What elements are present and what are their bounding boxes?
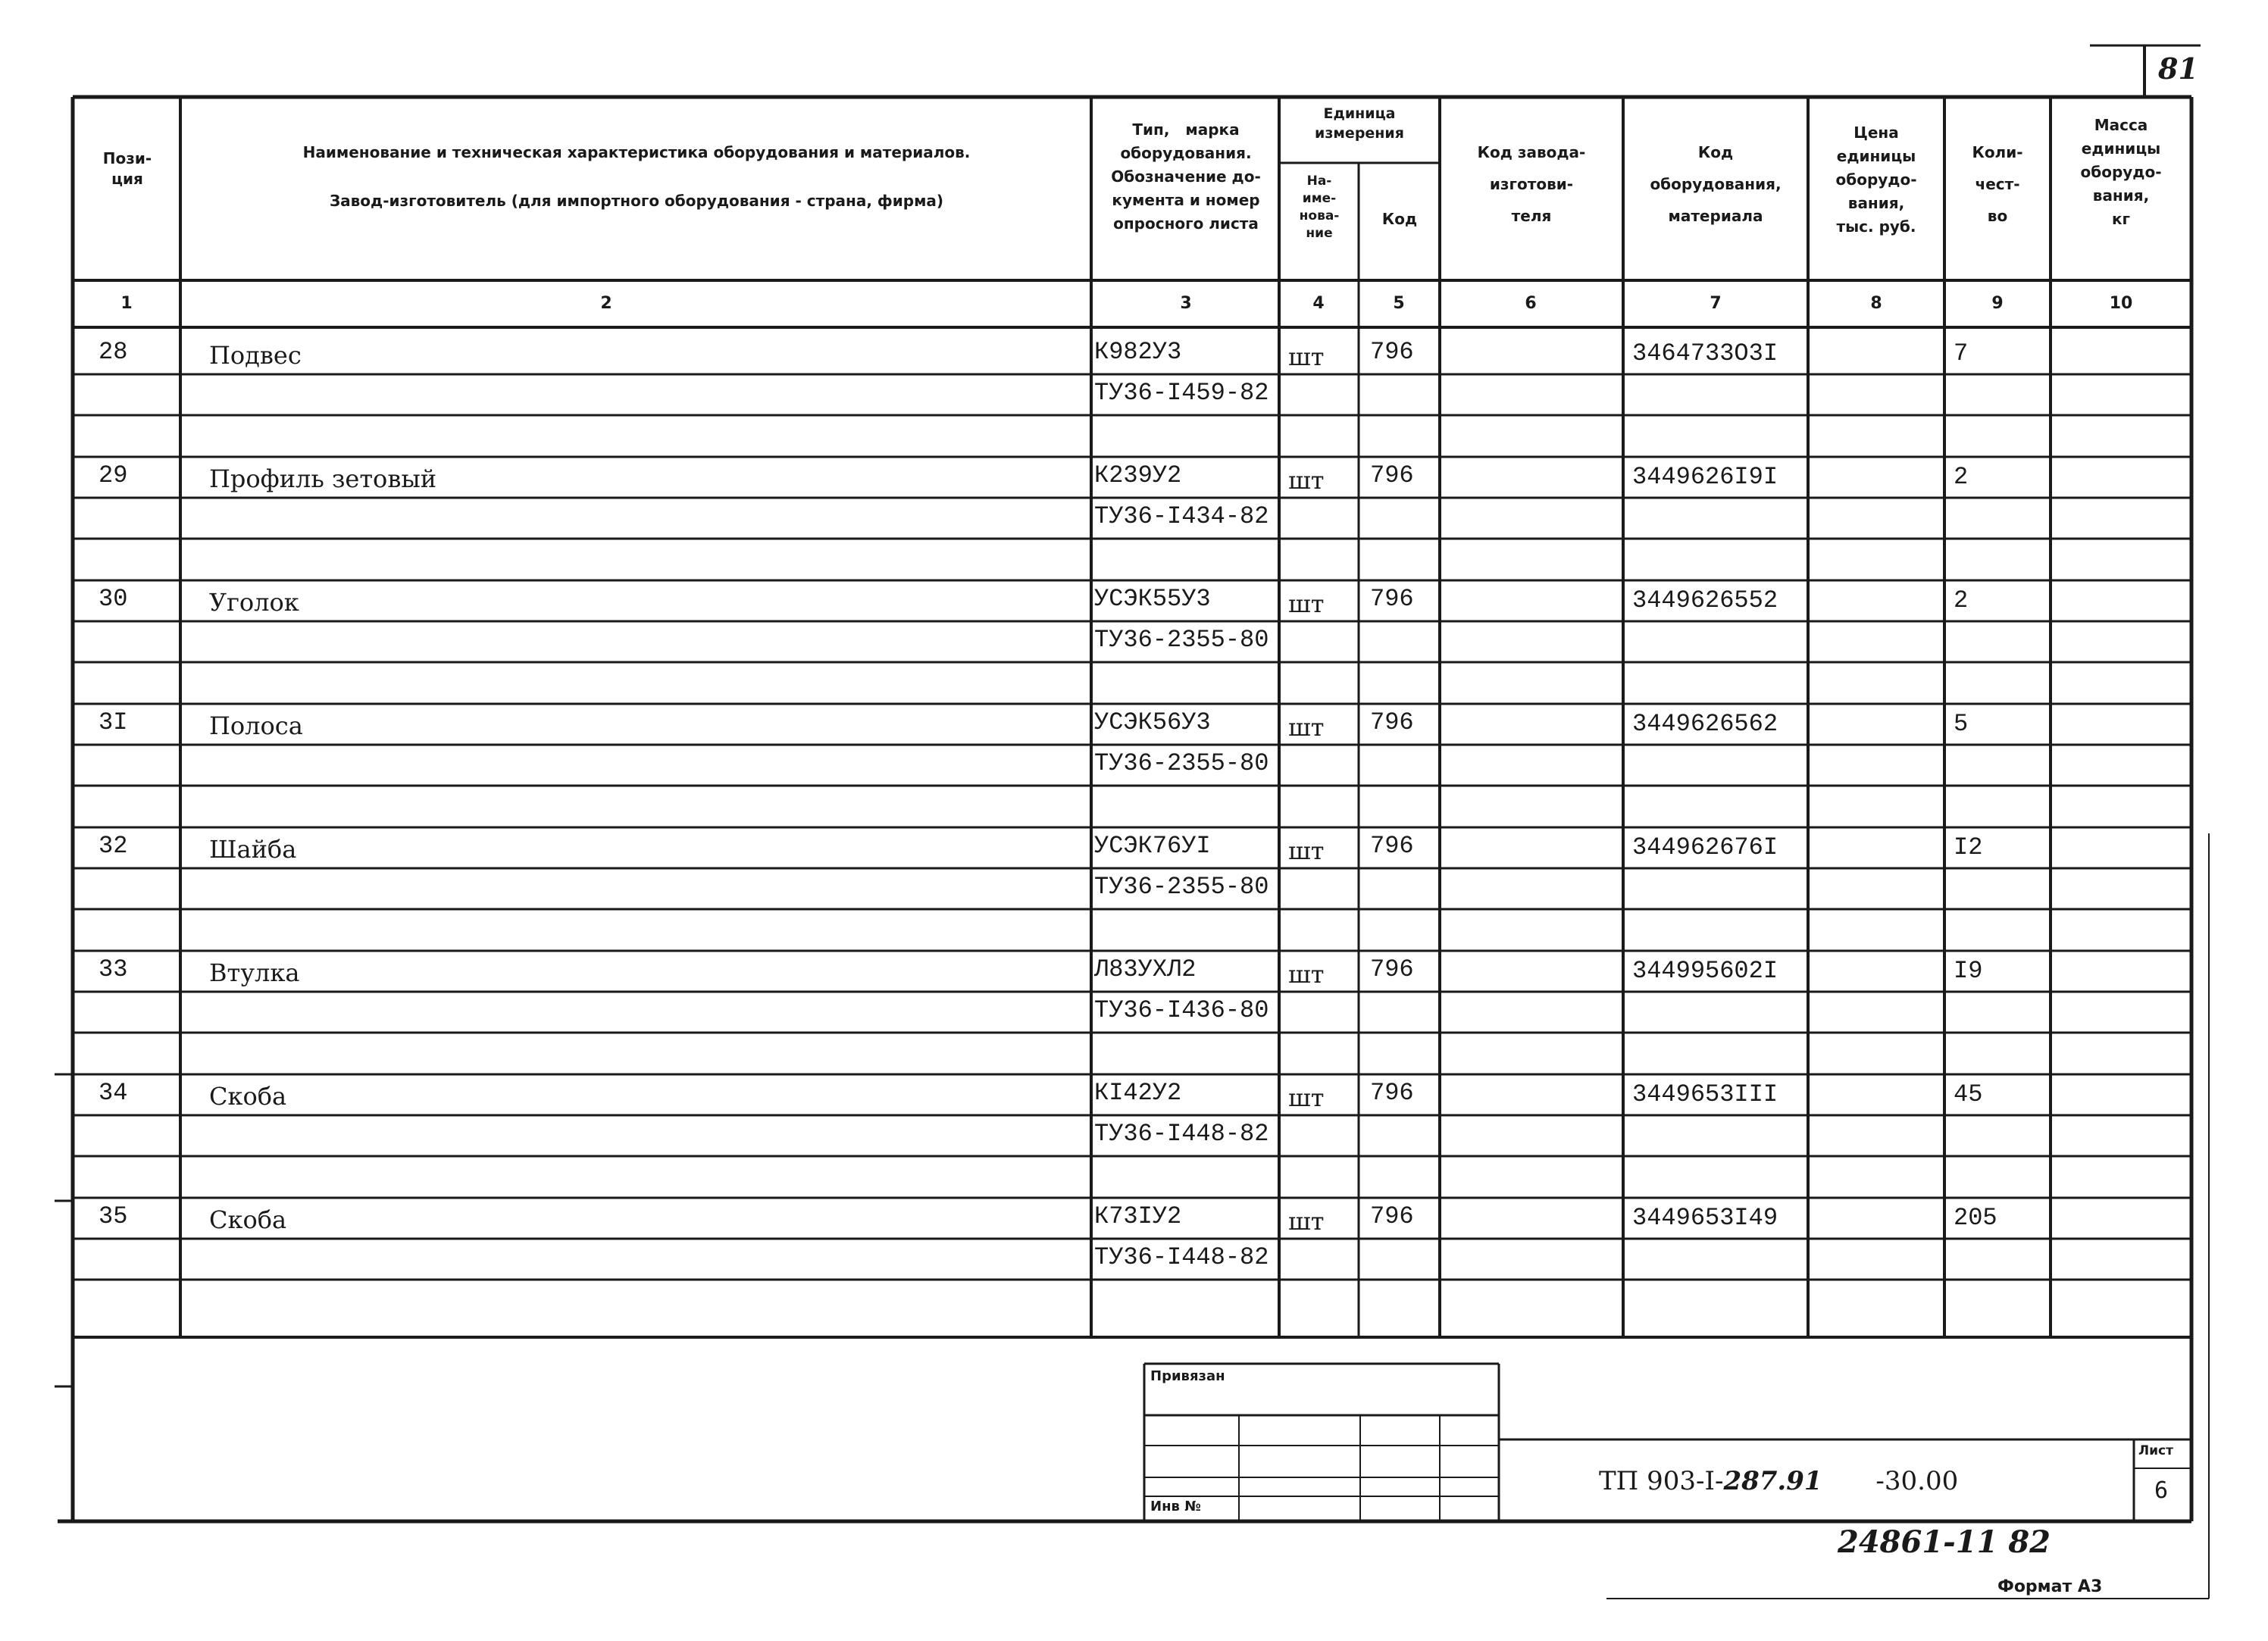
designation-suffix: -30.00 <box>1875 1466 1959 1496</box>
row-equipment-code: 344962676I <box>1632 833 1778 861</box>
row-unit-code: 796 <box>1370 338 1414 366</box>
row-name: Скоба <box>209 1082 287 1111</box>
row-type: Л83УХЛ2 <box>1094 955 1197 983</box>
header-col5: Код <box>1381 210 1418 228</box>
row-quantity: I9 <box>1954 957 1983 985</box>
row-quantity: 45 <box>1954 1080 1983 1108</box>
row-equipment-code: 3449653I49 <box>1632 1204 1778 1232</box>
row-quantity: 205 <box>1954 1204 1997 1232</box>
row-position: 32 <box>99 832 128 860</box>
header-col2-line1: Наименование и техническая характеристика оборудования и материалов. <box>302 143 971 161</box>
row-unit: шт <box>1288 1083 1325 1112</box>
header-col3: Тип, марка оборудования. Обозначение до- кумента и номер опросного листа <box>1111 120 1261 233</box>
header-col6: Код завода- изготови- теля <box>1477 143 1586 225</box>
archive-number: 24861-11 82 <box>1838 1524 2051 1560</box>
row-unit: шт <box>1288 836 1325 865</box>
row-unit: шт <box>1288 342 1325 371</box>
format-label: Формат А3 <box>1997 1577 2103 1596</box>
column-number-8: 8 <box>1870 294 1882 313</box>
header-unit-group: Единица измерения <box>1315 105 1404 142</box>
header-col7: Код оборудования, материала <box>1650 143 1782 225</box>
row-unit-code: 796 <box>1370 1079 1414 1107</box>
header-col9: Коли- чест- во <box>1972 143 2023 225</box>
row-position: 28 <box>99 338 128 366</box>
row-position: 30 <box>99 585 128 613</box>
row-type: УСЭК56У3 <box>1094 708 1211 736</box>
row-name: Скоба <box>209 1205 287 1234</box>
stamp-designation <box>1599 1466 1958 1496</box>
column-number-2: 2 <box>600 294 612 313</box>
row-position: 3I <box>99 708 128 736</box>
row-document: ТУ36-2355-80 <box>1094 626 1269 654</box>
row-quantity: 2 <box>1954 586 1969 614</box>
column-number-1: 1 <box>120 294 133 313</box>
stamp-bound-label: Привязан <box>1150 1368 1225 1384</box>
row-document: ТУ36-I434-82 <box>1094 502 1269 530</box>
row-equipment-code: 3464733О3I <box>1632 339 1778 367</box>
header-col4: На- име- нова- ние <box>1299 173 1340 241</box>
row-unit: шт <box>1288 713 1325 742</box>
row-document: ТУ36-I448-82 <box>1094 1120 1269 1148</box>
designation-handwritten: 287.91 <box>1723 1466 1822 1496</box>
header-col8: Цена единицы оборудо- вания, тыс. руб. <box>1835 123 1917 236</box>
row-name: Уголок <box>209 588 299 617</box>
row-name: Профиль зетовый <box>209 464 437 493</box>
row-equipment-code: 3449626I9I <box>1632 463 1778 491</box>
row-type: К982У3 <box>1094 338 1182 366</box>
column-number-6: 6 <box>1525 294 1537 313</box>
row-unit-code: 796 <box>1370 461 1414 489</box>
row-equipment-code: 3449626552 <box>1632 586 1778 614</box>
row-name: Полоса <box>209 711 303 740</box>
sheet-label: Лист <box>2138 1443 2173 1458</box>
column-number-7: 7 <box>1710 294 1722 313</box>
row-position: 34 <box>99 1079 128 1107</box>
row-quantity: 2 <box>1954 463 1969 491</box>
row-position: 29 <box>99 461 128 489</box>
row-unit-code: 796 <box>1370 955 1414 983</box>
row-type: К73IУ2 <box>1094 1202 1182 1230</box>
row-unit: шт <box>1288 589 1325 618</box>
page-number: 81 <box>2158 52 2198 86</box>
row-document: ТУ36-2355-80 <box>1094 873 1269 901</box>
row-unit-code: 796 <box>1370 1202 1414 1230</box>
row-position: 35 <box>99 1202 128 1230</box>
designation-prefix: ТП 903-I- <box>1599 1466 1724 1496</box>
row-unit-code: 796 <box>1370 585 1414 613</box>
column-number-10: 10 <box>2109 294 2133 313</box>
sheet-value: 6 <box>2154 1477 2169 1504</box>
column-number-9: 9 <box>1991 294 2004 313</box>
row-type: К239У2 <box>1094 461 1182 489</box>
row-unit-code: 796 <box>1370 832 1414 860</box>
row-document: ТУ36-I436-80 <box>1094 996 1269 1024</box>
header-col10: Масса единицы оборудо- вания, кг <box>2080 116 2162 228</box>
row-document: ТУ36-2355-80 <box>1094 749 1269 777</box>
row-unit: шт <box>1288 466 1325 495</box>
row-quantity: I2 <box>1954 833 1983 861</box>
header-col2-line2: Завод-изготовитель (для импортного оборудования - страна, фирма) <box>329 192 944 210</box>
row-equipment-code: 344995602I <box>1632 957 1778 985</box>
row-unit: шт <box>1288 1207 1325 1236</box>
row-quantity: 5 <box>1954 710 1969 738</box>
row-position: 33 <box>99 955 128 983</box>
column-number-4: 4 <box>1312 294 1325 313</box>
row-type: УСЭК76УI <box>1094 832 1211 860</box>
row-name: Шайба <box>209 835 297 864</box>
row-name: Подвес <box>209 341 302 370</box>
row-name: Втулка <box>209 958 300 987</box>
row-document: ТУ36-I459-82 <box>1094 379 1269 407</box>
row-equipment-code: 3449626562 <box>1632 710 1778 738</box>
column-number-5: 5 <box>1393 294 1405 313</box>
row-document: ТУ36-I448-82 <box>1094 1243 1269 1271</box>
row-type: КI42У2 <box>1094 1079 1182 1107</box>
row-type: УСЭК55У3 <box>1094 585 1211 613</box>
row-unit: шт <box>1288 960 1325 989</box>
row-quantity: 7 <box>1954 339 1969 367</box>
row-unit-code: 796 <box>1370 708 1414 736</box>
column-number-3: 3 <box>1180 294 1192 313</box>
stamp-inv-label: Инв № <box>1150 1499 1201 1514</box>
row-equipment-code: 3449653III <box>1632 1080 1778 1108</box>
header-col1: Пози- ция <box>102 149 152 188</box>
